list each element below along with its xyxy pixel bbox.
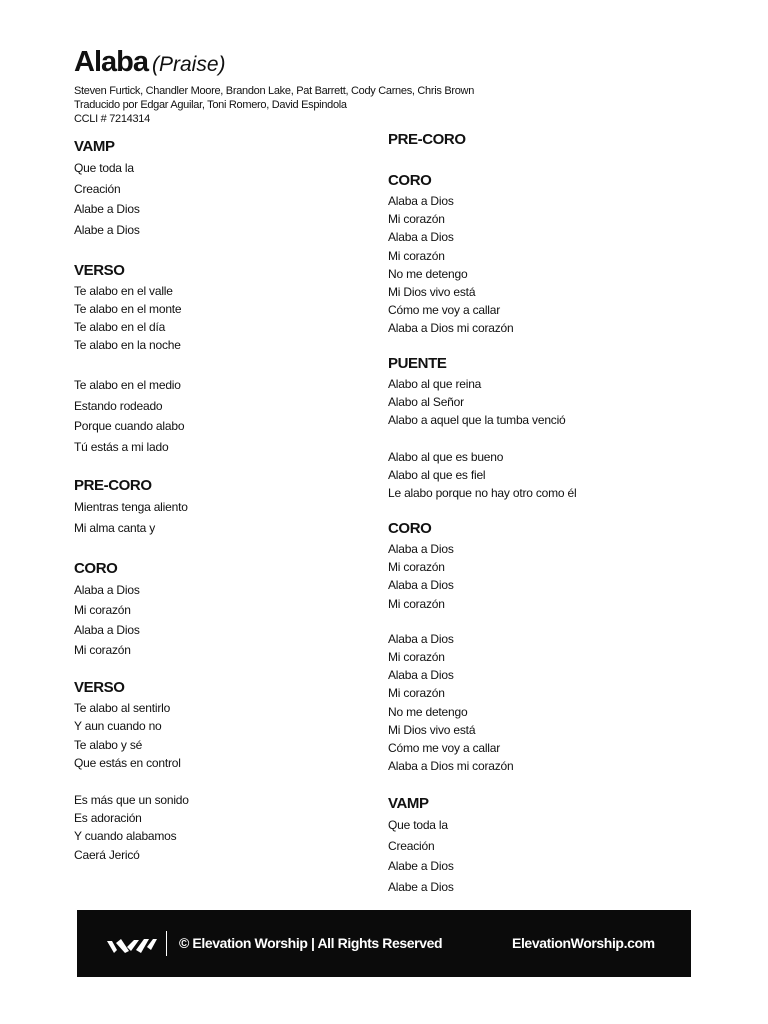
lyric-line: Alabo al Señor xyxy=(388,395,464,410)
section-heading: VAMP xyxy=(74,138,115,155)
lyric-line: Que toda la xyxy=(74,161,134,175)
lyric-line: Te alabo en el día xyxy=(74,320,166,334)
lyric-line: Te alabo en el valle xyxy=(74,284,173,298)
authors-line: Steven Furtick, Chandler Moore, Brandon Lake, Pat Barrett, Cody Carnes, Chris Brown xyxy=(74,85,475,97)
song-title-subtitle: (Praise) xyxy=(151,53,226,76)
section-verso xyxy=(74,262,184,457)
song-title-main: Alaba xyxy=(74,46,148,78)
lyric-line: Alaba a Dios xyxy=(388,542,454,556)
lyric-line: Porque cuando alabo xyxy=(74,419,185,434)
section-vamp-right xyxy=(388,795,454,897)
lyric-line: Mi corazón xyxy=(388,596,445,611)
section-pre-coro xyxy=(74,477,188,538)
section-vamp xyxy=(74,138,140,240)
lyric-line: Mi corazón xyxy=(388,212,445,227)
lyric-line: Que toda la xyxy=(388,818,448,832)
lyric-line: Le alabo porque no hay otro como él xyxy=(388,486,577,501)
lyric-line: Alaba a Dios xyxy=(388,668,454,683)
lyric-line: Alabo al que reina xyxy=(388,377,482,391)
lyric-line: Mi corazón xyxy=(388,650,445,665)
lyric-line: Mi corazón xyxy=(388,686,445,701)
section-heading: VAMP xyxy=(388,795,429,812)
lyric-line: Mi corazón xyxy=(74,603,131,617)
lyric-line: Cómo me voy a callar xyxy=(388,303,501,318)
lyric-line: Alabe a Dios xyxy=(388,859,454,874)
copyright-text: © Elevation Worship | All Rights Reserved xyxy=(179,935,443,951)
lyric-line: Alabe a Dios xyxy=(74,222,140,237)
website-link[interactable]: ElevationWorship.com xyxy=(512,935,655,951)
section-heading: CORO xyxy=(388,520,432,537)
lyric-line: Alaba a Dios xyxy=(388,578,454,593)
credits xyxy=(74,84,474,126)
section-puente xyxy=(388,355,576,502)
section-coro xyxy=(74,560,140,660)
lyric-line: Alaba a Dios xyxy=(74,583,140,597)
section-coro-right-2 xyxy=(388,520,513,775)
lyric-line: Y cuando alabamos xyxy=(74,829,177,844)
section-heading: PRE-CORO xyxy=(74,477,152,494)
lyric-line: Alaba a Dios mi corazón xyxy=(388,321,514,336)
lyric-line: Es más que un sonido xyxy=(74,792,189,807)
lyric-line: Alaba a Dios mi corazón xyxy=(388,759,514,774)
lyric-line: Mi corazón xyxy=(74,643,131,657)
translators-line: Traducido por Edgar Aguilar, Toni Romero, David Espindola xyxy=(74,99,347,111)
lyric-line: Caerá Jericó xyxy=(74,847,140,862)
lyric-line: Mi Dios vivo está xyxy=(388,285,476,300)
lyric-line: Creación xyxy=(74,181,121,196)
lyric-line: Te alabo en el monte xyxy=(74,302,182,316)
lyric-line: No me detengo xyxy=(388,266,468,281)
lyric-line: Tú estás a mi lado xyxy=(74,439,169,454)
footer-bar xyxy=(77,910,691,977)
lyric-line: Alabo al que es fiel xyxy=(388,467,486,482)
lyric-line: Que estás en control xyxy=(74,756,181,771)
section-pre-coro-right xyxy=(388,131,466,151)
lyric-line: Y aun cuando no xyxy=(74,719,162,734)
footer-divider xyxy=(166,931,167,956)
section-heading: VERSO xyxy=(74,679,125,696)
lyric-line: Mi alma canta y xyxy=(74,520,156,535)
song-title xyxy=(74,46,226,79)
lyric-line: Mi corazón xyxy=(388,560,445,575)
lyric-line: Alabe a Dios xyxy=(388,879,454,894)
section-heading: PUENTE xyxy=(388,355,447,372)
lyric-line: Alabe a Dios xyxy=(74,202,140,217)
lyric-line: Creación xyxy=(388,838,435,853)
section-coro-right xyxy=(388,172,513,338)
lyric-line: Te alabo en el medio xyxy=(74,378,181,392)
lyric-line: Alaba a Dios xyxy=(388,631,454,646)
section-heading: VERSO xyxy=(74,262,125,279)
lyric-line: Te alabo y sé xyxy=(74,737,143,752)
lyric-line: Mi Dios vivo está xyxy=(388,722,476,737)
lyric-line: No me detengo xyxy=(388,704,468,719)
lyric-line: Alabo a aquel que la tumba venció xyxy=(388,413,566,428)
lyric-line: Alaba a Dios xyxy=(74,623,140,637)
elevation-logo-icon xyxy=(107,938,157,954)
lyric-line: Te alabo en la noche xyxy=(74,338,181,352)
section-heading: CORO xyxy=(74,560,118,577)
lyric-line: Mi corazón xyxy=(388,248,445,263)
lyric-line: Es adoración xyxy=(74,811,142,826)
lyric-line: Cómo me voy a callar xyxy=(388,741,501,756)
lyric-line: Alabo al que es bueno xyxy=(388,449,504,464)
lyric-line: Estando rodeado xyxy=(74,398,163,413)
section-heading: CORO xyxy=(388,172,432,189)
lyric-line: Alaba a Dios xyxy=(388,194,454,208)
lyric-line: Mientras tenga aliento xyxy=(74,500,188,514)
section-verso-2 xyxy=(74,679,189,864)
section-heading: PRE-CORO xyxy=(388,131,466,148)
lyric-line: Te alabo al sentirlo xyxy=(74,701,171,715)
ccli-line: CCLI # 7214314 xyxy=(74,113,150,125)
lyric-line: Alaba a Dios xyxy=(388,230,454,245)
